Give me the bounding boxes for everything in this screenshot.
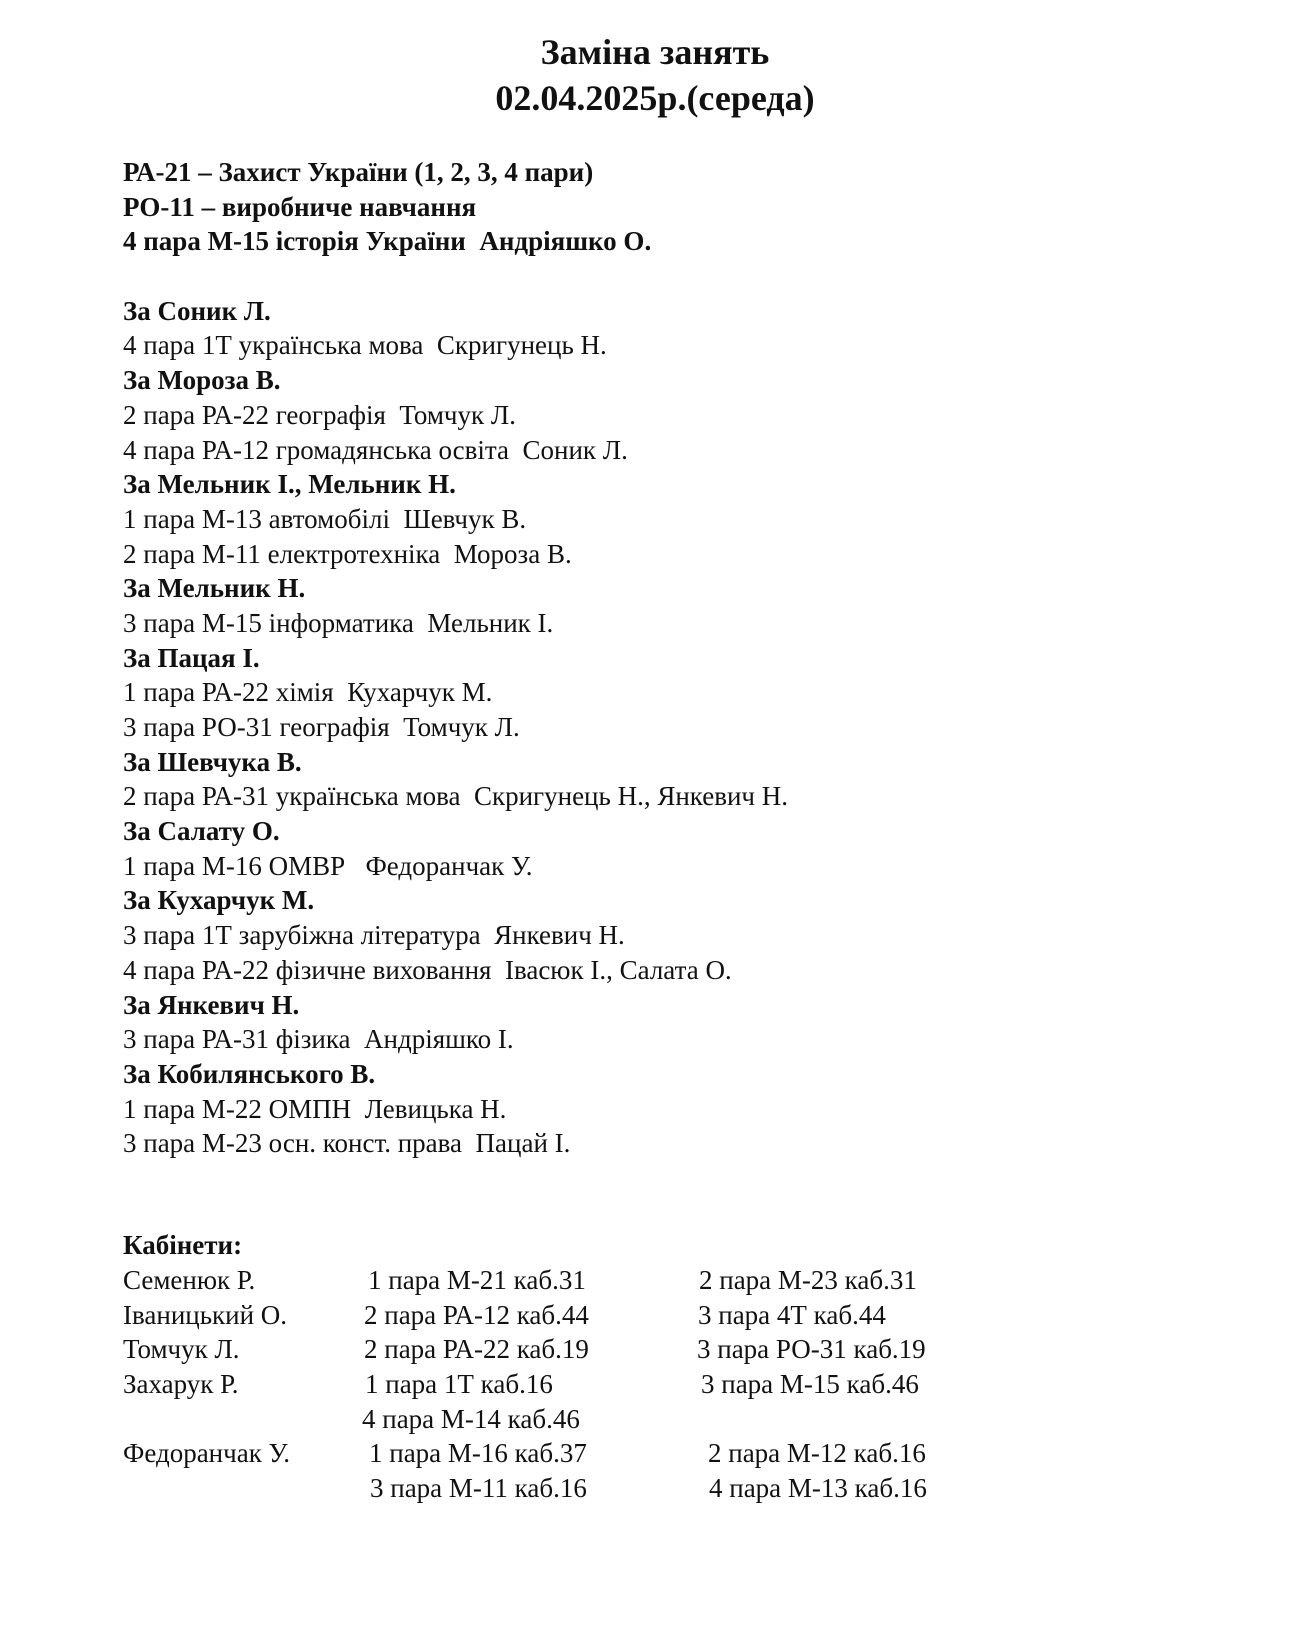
teacher-heading: За Кобилянського В. [123, 1058, 376, 1089]
teacher-name: Іваницький О. [123, 1299, 288, 1330]
cabinets-table [0, 1263, 1290, 1506]
cabinet-entry: 3 пара М-11 каб.16 [370, 1473, 587, 1504]
cabinets-heading: Кабінети: [123, 1230, 243, 1260]
page-title: Заміна занять [540, 32, 770, 72]
replacement-line: 3 пара М-23 осн. конст. права Пацай І. [123, 1128, 571, 1159]
cabinet-row [0, 1332, 1290, 1367]
cabinet-row [0, 1436, 1290, 1471]
cabinet-entry: 2 пара М-12 каб.16 [708, 1438, 926, 1469]
teacher-heading: За Мороза В. [123, 365, 281, 396]
teacher-name: Семенюк Р. [123, 1265, 256, 1295]
replacement-line: 3 пара 1Т зарубіжна література Янкевич Н. [123, 920, 625, 951]
teacher-heading: За Кухарчук М. [123, 885, 315, 916]
cabinet-entry: 4 пара М-13 каб.16 [709, 1473, 927, 1504]
replacement-line: 1 пара М-13 автомобілі Шевчук В. [123, 503, 527, 534]
replacement-line: 1 пара РА-22 хімія Кухарчук М. [123, 677, 493, 708]
cabinet-row [0, 1471, 1290, 1506]
teacher-heading: За Мельник І., Мельник Н. [123, 469, 456, 500]
teacher-heading: За Соник Л. [123, 295, 271, 326]
cabinet-entry: 2 пара РА-22 каб.19 [364, 1334, 589, 1365]
teacher-heading: За Пацая І. [123, 642, 260, 673]
note-line: 4 пара М-15 історія України Андріяшко О. [123, 226, 652, 257]
replacement-notes [123, 155, 1223, 1161]
teacher-name: Захарук Р. [123, 1369, 239, 1400]
replacement-line: 4 пара РА-12 громадянська освіта Соник Л. [123, 434, 628, 465]
cabinet-entry: 2 пара М-23 каб.31 [699, 1265, 917, 1295]
cabinet-entry: 3 пара М-15 каб.46 [701, 1369, 919, 1400]
teacher-heading: За Салату О. [123, 816, 280, 847]
cabinet-entry: 3 пара 4Т каб.44 [698, 1299, 886, 1330]
teacher-heading: За Янкевич Н. [123, 989, 300, 1020]
note-line: РО-11 – виробниче навчання [123, 191, 477, 222]
cabinet-row [0, 1298, 1290, 1333]
cabinet-entry: 1 пара М-16 каб.37 [369, 1438, 587, 1469]
replacement-line: 3 пара РА-31 фізика Андріяшко І. [123, 1024, 514, 1055]
replacement-line: 2 пара М-11 електротехніка Мороза В. [123, 538, 572, 569]
cabinet-row [0, 1402, 1290, 1437]
replacement-line: 4 пара 1Т українська мова Скригунець Н. [123, 330, 607, 361]
cabinet-entry: 2 пара РА-12 каб.44 [364, 1299, 589, 1330]
cabinet-row [0, 1367, 1290, 1402]
cabinet-row [0, 1263, 1290, 1298]
teacher-name: Федоранчак У. [123, 1438, 291, 1469]
cabinet-entry: 3 пара РО-31 каб.19 [697, 1334, 926, 1365]
replacement-line: 2 пара РА-22 географія Томчук Л. [123, 399, 516, 430]
replacement-line: 3 пара М-15 інформатика Мельник І. [123, 607, 554, 638]
cabinet-entry: 1 пара 1Т каб.16 [365, 1369, 553, 1400]
cabinet-entry: 1 пара М-21 каб.31 [368, 1265, 586, 1295]
teacher-name: Томчук Л. [123, 1334, 240, 1365]
note-line: РА-21 – Захист України (1, 2, 3, 4 пари) [123, 157, 594, 187]
replacement-line: 1 пара М-16 ОМВР Федоранчак У. [123, 850, 533, 881]
replacement-line: 4 пара РА-22 фізичне виховання Івасюк І., Салата О. [123, 954, 732, 985]
teacher-heading: За Шевчука В. [123, 746, 302, 777]
replacement-line: 1 пара М-22 ОМПН Левицька Н. [123, 1093, 507, 1124]
page-date: 02.04.2025р.(середа) [495, 78, 815, 118]
replacement-line: 2 пара РА-31 українська мова Скригунець Н., Янкевич Н. [123, 781, 788, 812]
cabinet-entry: 4 пара М-14 каб.46 [362, 1403, 580, 1434]
replacement-line: 3 пара РО-31 географія Томчук Л. [123, 712, 520, 742]
teacher-heading: За Мельник Н. [123, 573, 306, 604]
spacer [123, 259, 1223, 294]
